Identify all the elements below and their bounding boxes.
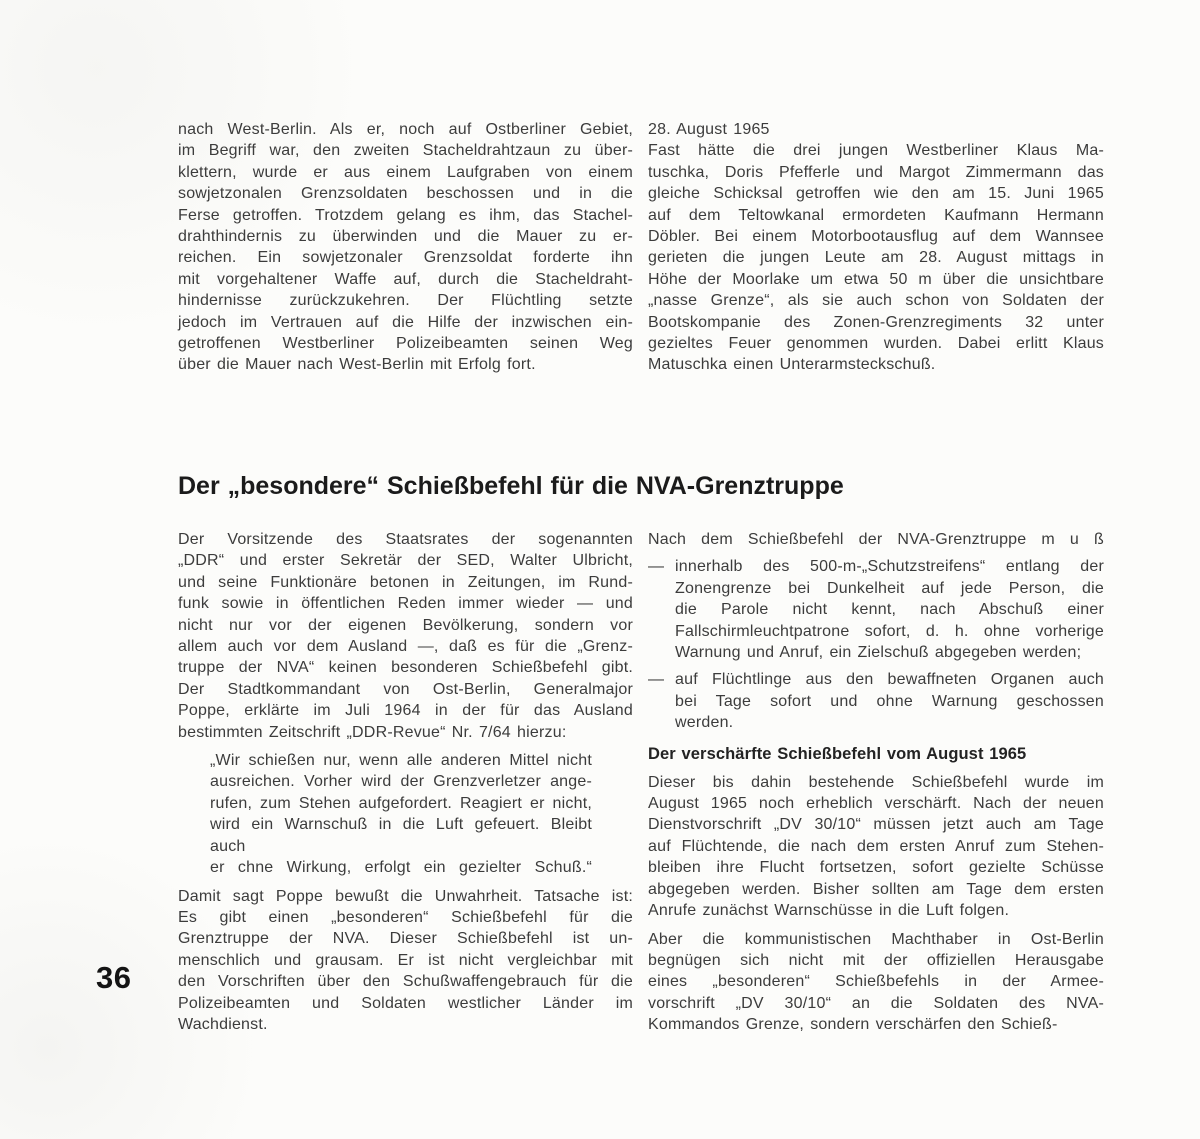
shooting-order-list xyxy=(648,556,1104,733)
article-left-column xyxy=(178,529,633,1035)
paragraph-machthaber: Aber die kommunistischen Machthaber in Ost-Berlin begnügen sich nicht mit der offiziellen Herausgabe eines „besonderen“ Schießbefehls in der Armee- vorschrift „DV 30/10“ an die Soldaten des NVA- Kommandos Grenze, sondern verschärfen den Schieß- xyxy=(648,930,1104,1034)
page-number: 36 xyxy=(96,960,132,995)
article-right-column xyxy=(648,529,1104,1036)
dash-bullet: — xyxy=(648,671,665,689)
paragraph-unwahrheit: Damit sagt Poppe bewußt die Unwahrheit. Tatsache ist: Es gibt einen „besonderen“ Schießbefehl für die Grenztruppe der NVA. Dieser Schießbefehl ist un- menschlich und grausam. Er ist nicht vergleichbar mit den Vorschriften über den Schußwaffengebrauch für die Polizeibeamten und Soldaten westlicher Länder im Wachdienst. xyxy=(178,887,633,1033)
incident-report xyxy=(648,119,1104,376)
subheading-verschaerfter-schiessbefehl: Der verschärfte Schießbefehl vom August 1965 xyxy=(648,744,1027,763)
article-title: Der „besondere“ Schießbefehl für die NVA-Grenztruppe xyxy=(178,472,844,500)
shooting-order-intro: Nach dem Schießbefehl der NVA-Grenztruppe m u ß xyxy=(648,531,1104,548)
list-item-text-fluechtlinge: auf Flüchtlinge aus den bewaffneten Organen auch bei Tage sofort und ohne Warnung geschossen werden. xyxy=(675,671,1104,732)
list-item-text-schutzstreifen: innerhalb des 500-m-„Schutzstreifens“ entlang der Zonengrenze bei Dunkelheit auf jede Person, die die Parole nicht kennt, nach Abschuß einer Fallschirmleuchtpatrone sofort, d. h. ohne vorherige Warnung und Anruf, ein Zielschuß abgegeben werden; xyxy=(675,558,1104,662)
list-item xyxy=(648,556,1104,663)
poppe-quote: „Wir schießen nur, wenn alle anderen Mittel nicht ausreichen. Vorher wird der Grenzverletzer ange- rufen, zum Stehen aufgefordert. Reagiert er nicht, wird ein Warnschuß in die Luft gefeuert. Bleibt auch er chne Wirkung, erfolgt ein gezielter Schuß.“ xyxy=(210,752,592,877)
paragraph-ulbricht-claims: Der Vorsitzende des Staatsrates der sogenannten „DDR“ und erster Sekretär der SED, Walter Ulbricht, und seine Funktionäre betonen in Zeitungen, im Rund- funk sowie in öffentlichen Reden immer wieder — und nicht nur vor der eigenen Bevölkerung, sondern vor allem auch vor dem Ausland —, daß es für die „Grenz- truppe der NVA“ keinen besonderen Schießbefehl gibt. Der Stadtkommandant von Ost-Berlin, Generalmajor Poppe, erklärte im Juli 1964 in der für das Ausland bestimmten Zeitschrift „DDR-Revue“ Nr. 7/64 hierzu: xyxy=(178,531,633,741)
dash-bullet: — xyxy=(648,558,665,576)
list-item xyxy=(648,669,1104,733)
escape-report-paragraph: nach West-Berlin. Als er, noch auf Ostberliner Gebiet, im Begriff war, den zweiten Stacheldrahtzaun zu über- klettern, wurde er aus einem Laufgraben von einem sowjetzonalen Grenzsoldaten beschossen und in die Ferse getroffen. Trotzdem gelang es ihm, das Stachel- drahthindernis zu überwinden und die Mauer zu er- reichen. Ein sowjetzonaler Grenzsoldat forderte ihn mit vorgehaltener Waffe auf, durch die Stacheldraht- hindernisse zurückzukehren. Der Flüchtling setzte jedoch im Vertrauen auf die Hilfe der inzwischen ein- getroffenen Westberliner Polizeibeamten seinen Weg über die Mauer nach West-Berlin mit Erfolg fort. xyxy=(178,121,633,374)
incident-paragraph: Fast hätte die drei jungen Westberliner Klaus Ma- tuschka, Doris Pfefferle und Margot Zimmermann das gleiche Schicksal getroffen wie den am 15. Juni 1965 auf dem Teltowkanal ermordeten Kaufmann Hermann Döbler. Bei einem Motorbootausflug auf dem Wannsee gerieten die jungen Leute am 28. August mittags in Höhe der Moorlake um etwa 50 m über die unsichtbare „nasse Grenze“, als sie auch schon von Soldaten der Bootskompanie des Zonen-Grenzregiments 32 unter gezieltes Feuer genommen wurden. Dabei erlitt Klaus Matuschka einen Unterarmsteckschuß. xyxy=(648,142,1104,374)
incident-date: 28. August 1965 xyxy=(648,121,770,138)
paragraph-verschaerfung: Dieser bis dahin bestehende Schießbefehl wurde im August 1965 noch erheblich verschärft. Nach der neuen Dienstvorschrift „DV 30/10“ müssen jetzt auch am Tage auf Flüchtende, die nach dem ersten Anruf zum Stehen- bleiben ihre Flucht fortsetzen, sofort gezielte Schüsse abgegeben werden. Bisher sollten am Tage dem ersten Anrufe zunächst Warnschüsse in die Luft folgen. xyxy=(648,773,1104,920)
